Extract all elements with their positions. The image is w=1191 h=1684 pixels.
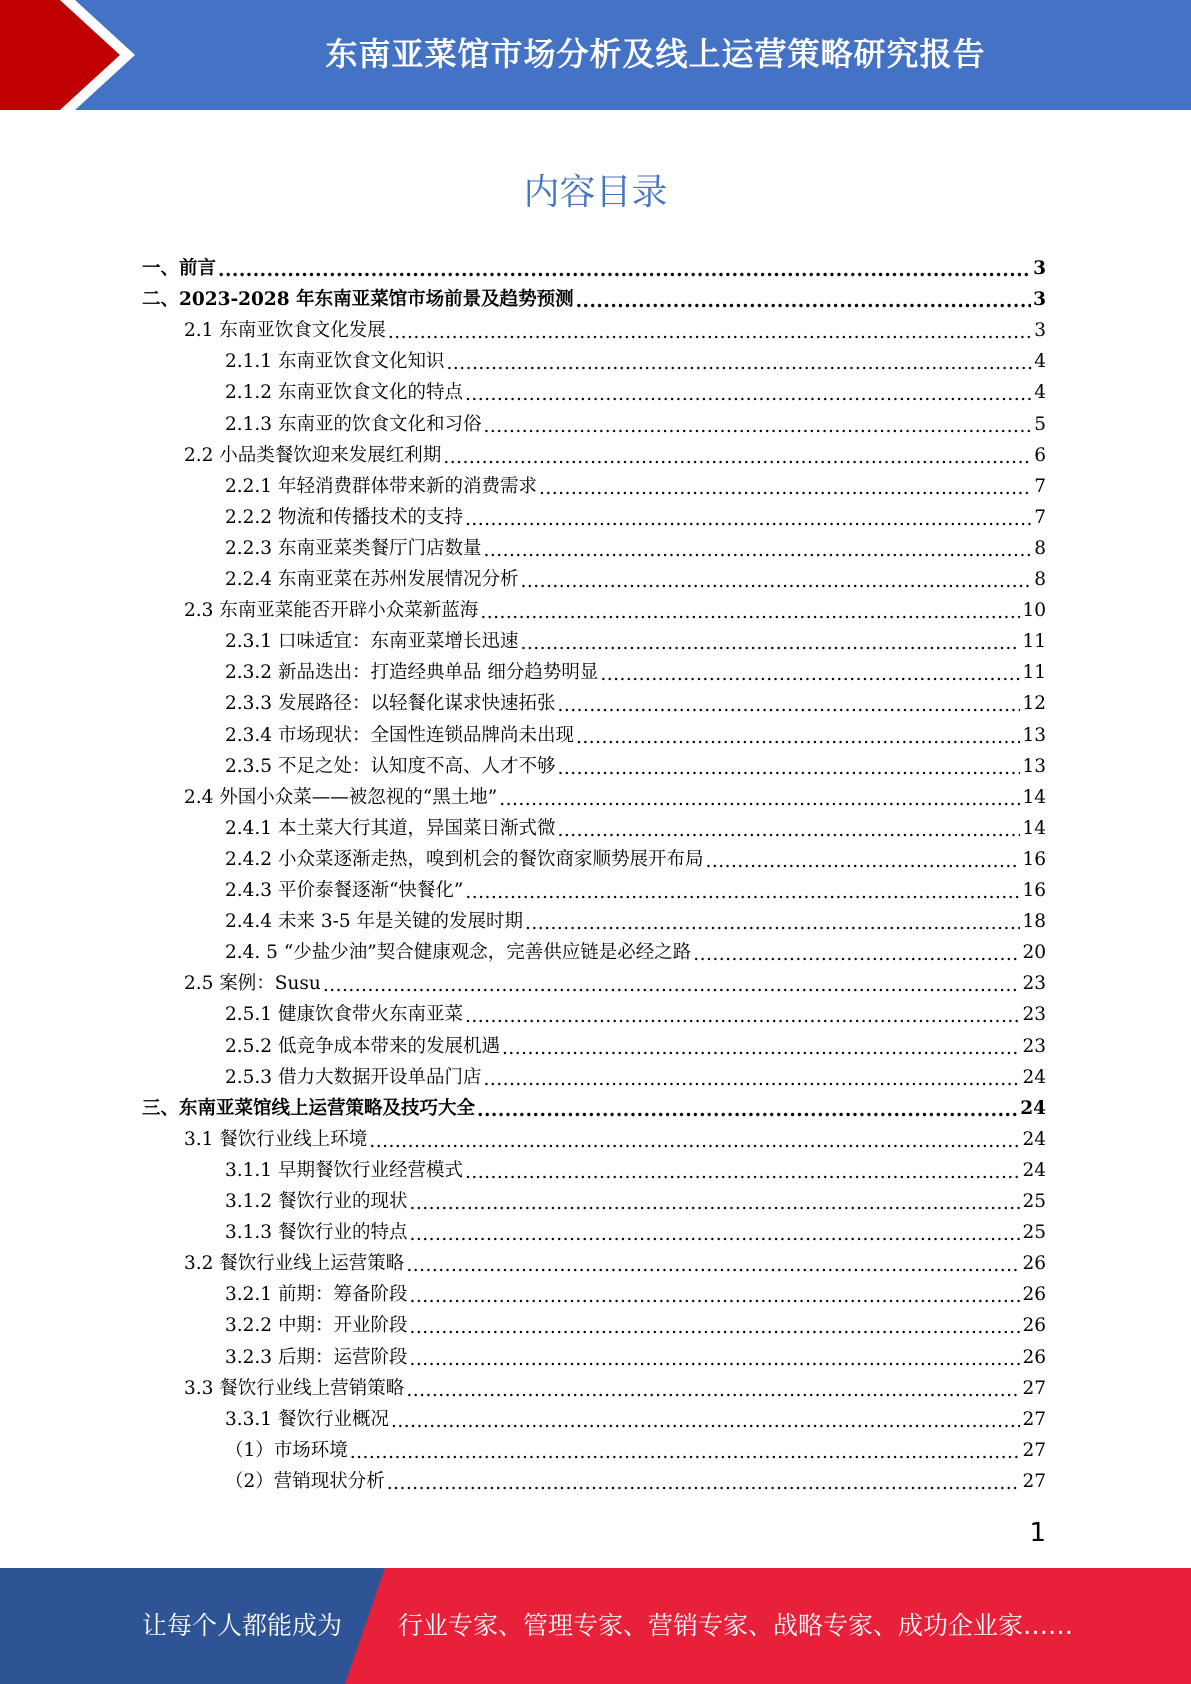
report-title: 东南亚菜馆市场分析及线上运营策略研究报告 xyxy=(325,35,986,73)
toc-dot-leader xyxy=(477,1100,1018,1119)
toc-dot-leader xyxy=(557,758,1020,777)
toc-entry-page: 3 xyxy=(1034,320,1046,342)
toc-dot-leader xyxy=(499,789,1020,808)
toc-entry[interactable] xyxy=(142,1094,1046,1125)
toc-entry-label: 2.2.4 东南亚菜在苏州发展情况分析 xyxy=(225,569,519,590)
page-number: 1 xyxy=(1029,1518,1046,1548)
toc-entry[interactable] xyxy=(225,1467,1046,1498)
toc-entry-label: （2）营销现状分析 xyxy=(225,1470,385,1492)
toc-dot-leader xyxy=(483,540,1032,559)
toc-entry[interactable] xyxy=(225,1311,1046,1342)
toc-dot-leader xyxy=(539,478,1032,497)
toc-dot-leader xyxy=(576,727,1020,746)
toc-dot-leader xyxy=(465,1006,1020,1025)
header-chevron-icon xyxy=(0,0,160,110)
toc-dot-leader xyxy=(502,1038,1020,1057)
toc-entry-label: 2.5 案例：Susu xyxy=(184,973,321,995)
toc-entry[interactable] xyxy=(184,1125,1046,1156)
toc-entry-label: 3.1.1 早期餐饮行业经营模式 xyxy=(225,1159,463,1181)
toc-entry[interactable] xyxy=(225,1187,1046,1218)
toc-dot-leader xyxy=(369,1131,1020,1150)
toc-dot-leader xyxy=(693,944,1020,963)
toc-dot-leader xyxy=(409,1349,1020,1368)
toc-entry[interactable] xyxy=(225,721,1046,752)
report-header-band xyxy=(0,0,1191,110)
toc-dot-leader xyxy=(483,1069,1020,1088)
toc-entry[interactable] xyxy=(184,1249,1046,1280)
toc-entry-page: 13 xyxy=(1022,755,1046,777)
toc-entry-label: 3.1 餐饮行业线上环境 xyxy=(184,1128,368,1150)
toc-entry-label: 三、东南亚菜馆线上运营策略及技巧大全 xyxy=(142,1097,476,1119)
toc-entry-page: 4 xyxy=(1034,382,1046,404)
toc-entry-page: 24 xyxy=(1020,1097,1046,1119)
toc-entry[interactable] xyxy=(225,1436,1046,1467)
toc-entry-label: 2.1.3 东南亚的饮食文化和习俗 xyxy=(225,413,482,435)
toc-dot-leader xyxy=(350,1442,1021,1461)
toc-dot-leader xyxy=(409,1193,1020,1212)
toc-dot-leader xyxy=(218,260,1031,279)
report-footer-band xyxy=(0,1568,1191,1684)
toc-entry[interactable] xyxy=(225,845,1046,876)
toc-entry[interactable] xyxy=(184,1374,1046,1405)
toc-entry-label: 2.3.3 发展路径：以轻餐化谋求快速拓张 xyxy=(225,693,556,715)
toc-entry-page: 24 xyxy=(1022,1128,1046,1150)
toc-entry-page: 8 xyxy=(1034,537,1046,559)
footer-slogan-left: 让每个人都能成为 xyxy=(142,1611,343,1640)
toc-entry[interactable] xyxy=(225,1405,1046,1436)
toc-entry-label: 2.3.2 新品迭出：打造经典单品 细分趋势明显 xyxy=(225,662,599,684)
toc-entry-page: 3 xyxy=(1033,258,1046,279)
toc-entry[interactable] xyxy=(225,1280,1046,1311)
toc-entry-page: 13 xyxy=(1022,724,1046,746)
toc-title: 内容目录 xyxy=(523,172,668,213)
toc-entry[interactable] xyxy=(225,1218,1046,1249)
toc-entry[interactable] xyxy=(225,410,1046,441)
toc-entry-label: 3.3 餐饮行业线上营销策略 xyxy=(184,1377,405,1399)
toc-entry-label: 3.2.2 中期：开业阶段 xyxy=(225,1315,408,1337)
toc-entry[interactable] xyxy=(225,347,1046,378)
toc-entry[interactable] xyxy=(225,1032,1046,1063)
toc-dot-leader xyxy=(323,975,1021,994)
toc-entry-page: 10 xyxy=(1022,600,1046,622)
toc-entry-page: 27 xyxy=(1022,1408,1046,1430)
toc-dot-leader xyxy=(387,1473,1021,1492)
toc-entry-label: 3.2.1 前期：筹备阶段 xyxy=(225,1284,408,1306)
toc-entry-page: 24 xyxy=(1022,1066,1046,1088)
toc-entry-page: 27 xyxy=(1022,1377,1046,1399)
toc-entry-page: 16 xyxy=(1022,880,1046,901)
toc-entry-label: 2.4.4 未来 3-5 年是关键的发展时期 xyxy=(225,911,524,933)
toc-entry-page: 20 xyxy=(1022,942,1046,964)
toc-entry-label: （1）市场环境 xyxy=(225,1439,348,1461)
toc-entry-label: 2.4 外国小众菜——被忽视的“黑土地” xyxy=(184,786,498,808)
toc-dot-leader xyxy=(557,695,1020,714)
toc-entry-page: 24 xyxy=(1022,1159,1046,1181)
toc-dot-leader xyxy=(446,353,1032,372)
toc-dot-leader xyxy=(465,509,1032,528)
toc-dot-leader xyxy=(465,384,1032,403)
toc-dot-leader xyxy=(520,571,1032,590)
toc-dot-leader xyxy=(525,913,1020,932)
toc-entry-page: 27 xyxy=(1022,1439,1046,1461)
toc-entry[interactable] xyxy=(225,689,1046,720)
toc-entry-label: 2.2.2 物流和传播技术的支持 xyxy=(225,506,463,528)
toc-entry[interactable] xyxy=(225,1063,1046,1094)
toc-entry-label: 2.5.1 健康饮食带火东南亚菜 xyxy=(225,1004,463,1026)
toc-dot-leader xyxy=(388,322,1032,341)
toc-entry[interactable] xyxy=(184,783,1046,814)
toc-entry-page: 26 xyxy=(1022,1346,1046,1368)
toc-dot-leader xyxy=(443,447,1032,466)
footer-slogan-right: 行业专家、管理专家、营销专家、战略专家、成功企业家…… xyxy=(398,1611,1074,1640)
toc-entry-label: 2.3.5 不足之处：认知度不高、人才不够 xyxy=(225,755,556,777)
toc-entry-label: 2.4. 5 “少盐少油”契合健康观念，完善供应链是必经之路 xyxy=(225,942,692,964)
toc-entry[interactable] xyxy=(225,565,1046,596)
toc-entry-label: 2.5.2 低竞争成本带来的发展机遇 xyxy=(225,1035,500,1057)
toc-dot-leader xyxy=(465,882,1020,901)
toc-entry-page: 27 xyxy=(1022,1470,1046,1492)
toc-entry-page: 25 xyxy=(1022,1222,1046,1244)
toc-dot-leader xyxy=(406,1255,1020,1274)
toc-dot-leader xyxy=(406,1380,1020,1399)
toc-entry[interactable] xyxy=(225,658,1046,689)
toc-entry-page: 4 xyxy=(1034,351,1046,373)
toc-entry-label: 2.4.3 平价泰餐逐渐“快餐化” xyxy=(225,880,464,901)
toc-entry[interactable] xyxy=(225,534,1046,565)
toc-entry-label: 2.4.1 本土菜大行其道，异国菜日渐式微 xyxy=(225,817,556,839)
toc-entry-page: 16 xyxy=(1022,848,1046,870)
toc-entry-page: 26 xyxy=(1022,1284,1046,1306)
toc-entry-label: 2.3 东南亚菜能否开辟小众菜新蓝海 xyxy=(184,600,479,622)
toc-entry-label: 2.2.1 年轻消费群体带来新的消费需求 xyxy=(225,475,537,497)
toc-dot-leader xyxy=(409,1286,1020,1305)
toc-entry-label: 2.3.4 市场现状：全国性连锁品牌尚未出现 xyxy=(225,724,574,746)
toc-entry[interactable] xyxy=(184,441,1046,472)
toc-entry-label: 一、前言 xyxy=(142,258,217,279)
toc-entry-page: 26 xyxy=(1022,1315,1046,1337)
toc-entry-label: 2.1.2 东南亚饮食文化的特点 xyxy=(225,382,463,404)
toc-entry-page: 7 xyxy=(1034,506,1046,528)
toc-entry[interactable] xyxy=(225,814,1046,845)
toc-entry-label: 3.1.2 餐饮行业的现状 xyxy=(225,1191,408,1212)
toc-entry[interactable] xyxy=(225,1343,1046,1374)
toc-entry[interactable] xyxy=(142,254,1046,285)
toc-entry-label: 3.3.1 餐饮行业概况 xyxy=(225,1408,389,1430)
toc-dot-leader xyxy=(465,1162,1020,1181)
toc-entry-label: 3.2 餐饮行业线上运营策略 xyxy=(184,1253,405,1275)
toc-dot-leader xyxy=(409,1224,1020,1243)
toc-entry-label: 3.2.3 后期：运营阶段 xyxy=(225,1346,408,1368)
toc-entry[interactable] xyxy=(225,503,1046,534)
toc-entry[interactable] xyxy=(225,752,1046,783)
toc-dot-leader xyxy=(576,291,1032,310)
toc-dot-leader xyxy=(391,1411,1020,1430)
toc-dot-leader xyxy=(409,1317,1020,1336)
toc-entry-page: 23 xyxy=(1022,1035,1046,1057)
toc-entry-page: 12 xyxy=(1022,693,1046,715)
toc-entry[interactable] xyxy=(225,1156,1046,1187)
toc-entry[interactable] xyxy=(225,627,1046,658)
toc-dot-leader xyxy=(480,602,1020,621)
toc-entry-label: 3.1.3 餐饮行业的特点 xyxy=(225,1222,408,1244)
toc-entry-page: 8 xyxy=(1034,569,1046,590)
toc-entry-page: 18 xyxy=(1022,911,1046,933)
toc-entry-label: 2.1 东南亚饮食文化发展 xyxy=(184,320,386,342)
toc-entry[interactable] xyxy=(184,969,1046,1000)
toc-entry-label: 二、2023-2028 年东南亚菜馆市场前景及趋势预测 xyxy=(142,289,574,311)
toc-entry-page: 23 xyxy=(1022,1004,1046,1026)
toc-dot-leader xyxy=(705,851,1020,870)
toc-entry-page: 3 xyxy=(1033,289,1046,311)
toc-entry-label: 2.1.1 东南亚饮食文化知识 xyxy=(225,351,445,373)
toc-entry-page: 23 xyxy=(1022,973,1046,995)
toc-entry-page: 11 xyxy=(1022,662,1046,684)
toc-entry-page: 7 xyxy=(1034,475,1046,497)
toc-entry-page: 14 xyxy=(1022,817,1046,839)
toc-entry[interactable] xyxy=(184,316,1046,347)
toc-entry[interactable] xyxy=(225,472,1046,503)
toc-entry-label: 2.2.3 东南亚菜类餐厅门店数量 xyxy=(225,537,482,559)
toc-dot-leader xyxy=(483,416,1032,435)
toc-entry-page: 26 xyxy=(1022,1253,1046,1275)
toc-entry-label: 2.5.3 借力大数据开设单品门店 xyxy=(225,1066,482,1088)
toc-dot-leader xyxy=(557,820,1020,839)
toc-dot-leader xyxy=(600,664,1020,683)
toc-entry-page: 25 xyxy=(1022,1191,1046,1212)
toc-entry-label: 2.2 小品类餐饮迎来发展红利期 xyxy=(184,444,442,466)
toc-entry-page: 6 xyxy=(1034,444,1046,466)
toc-entry[interactable] xyxy=(225,907,1046,938)
toc-entry[interactable] xyxy=(184,596,1046,627)
toc-entry[interactable] xyxy=(225,938,1046,969)
toc-entry[interactable] xyxy=(225,876,1046,907)
toc-dot-leader xyxy=(520,633,1020,652)
toc-entry-page: 5 xyxy=(1034,413,1046,435)
toc-entry-page: 14 xyxy=(1022,786,1046,808)
toc-entry[interactable] xyxy=(142,285,1046,316)
toc-entry[interactable] xyxy=(225,1000,1046,1031)
toc-entry-label: 2.4.2 小众菜逐渐走热，嗅到机会的餐饮商家顺势展开布局 xyxy=(225,848,704,870)
toc-entry-label: 2.3.1 口味适宜：东南亚菜增长迅速 xyxy=(225,631,519,653)
toc-entry[interactable] xyxy=(225,378,1046,409)
toc-entry-page: 11 xyxy=(1022,631,1046,653)
